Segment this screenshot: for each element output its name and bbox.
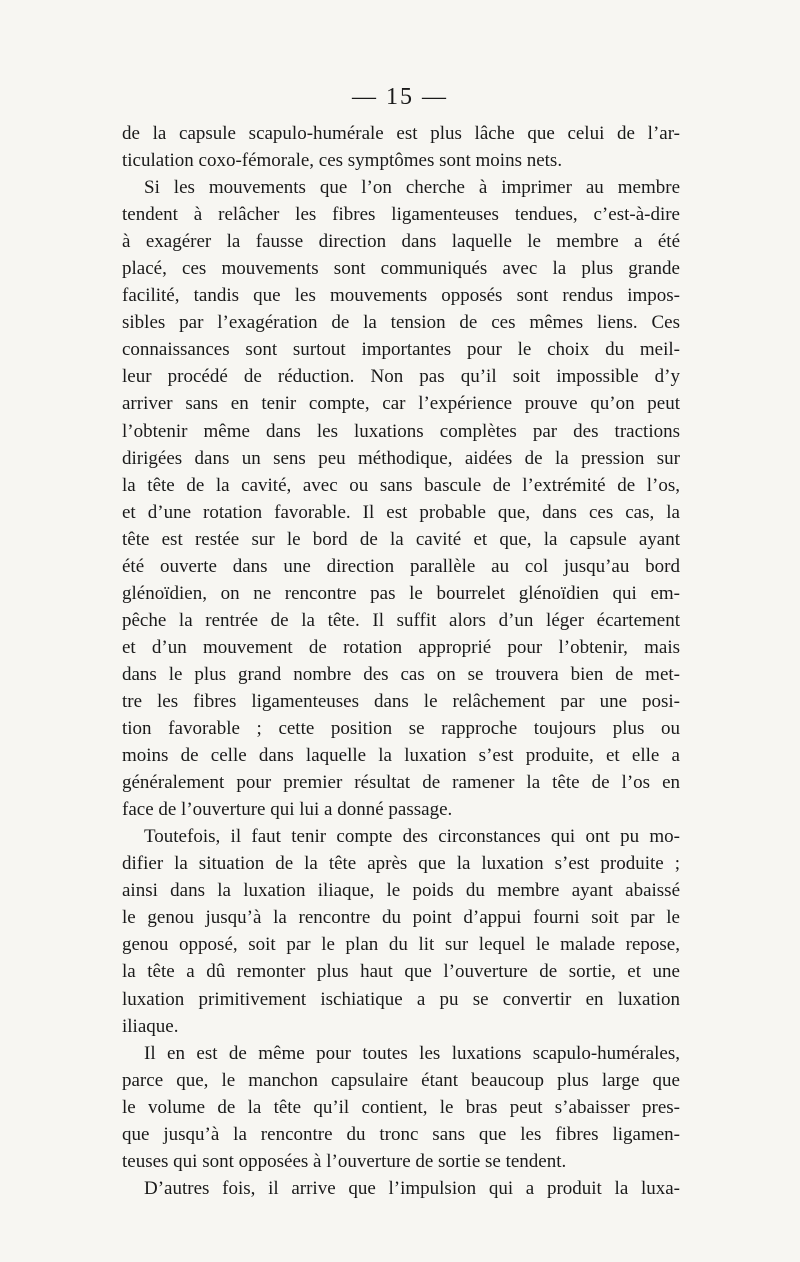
text-line: dans le plus grand nombre des cas on se trouvera bien de met- [122, 663, 680, 685]
text-line: difier la situation de la tête après que la luxation s’est produite ; [122, 853, 680, 875]
text-line: et d’un mouvement de rotation approprié pour l’obtenir, mais [122, 636, 680, 658]
text-line: sibles par l’exagération de la tension de ces mêmes liens. Ces [122, 312, 680, 334]
text-line: Il en est de même pour toutes les luxations scapulo-humérales, [144, 1042, 680, 1064]
text-line: arriver sans en tenir compte, car l’expérience prouve qu’on peut [122, 393, 680, 415]
text-line: l’obtenir même dans les luxations complètes par des tractions [122, 420, 680, 442]
body-text [122, 120, 680, 1202]
text-line: tête est restée sur le bord de la cavité et que, la capsule ayant [122, 528, 680, 550]
text-line: tendent à relâcher les fibres ligamenteuses tendues, c’est-à-dire [122, 204, 680, 226]
text-line: tion favorable ; cette position se rapproche toujours plus ou [122, 718, 680, 740]
text-line: le genou jusqu’à la rencontre du point d’appui fourni soit par le [122, 907, 680, 929]
text-line: moins de celle dans laquelle la luxation s’est produite, et elle a [122, 745, 680, 767]
text-line: été ouverte dans une direction parallèle au col jusqu’au bord [122, 555, 680, 577]
text-line: ainsi dans la luxation iliaque, le poids du membre ayant abaissé [122, 880, 680, 902]
page-number-header: — 15 — [352, 84, 448, 110]
text-line: à exagérer la fausse direction dans laquelle le membre a été [122, 231, 680, 253]
text-line: luxation primitivement ischiatique a pu se convertir en luxation [122, 988, 680, 1010]
text-line: genou opposé, soit par le plan du lit sur lequel le malade repose, [122, 934, 680, 956]
text-line: tre les fibres ligamenteuses dans le relâchement par une posi- [122, 690, 680, 712]
text-line: glénoïdien, on ne rencontre pas le bourrelet glénoïdien qui em- [122, 582, 680, 604]
text-line: Toutefois, il faut tenir compte des circonstances qui ont pu mo- [144, 826, 680, 848]
text-line: généralement pour premier résultat de ramener la tête de l’os en [122, 772, 680, 794]
text-line: dirigées dans un sens peu méthodique, aidées de la pression sur [122, 447, 680, 469]
text-line: facilité, tandis que les mouvements opposés sont rendus impos- [122, 285, 680, 307]
text-line: Si les mouvements que l’on cherche à imprimer au membre [144, 177, 680, 199]
text-line: ticulation coxo-fémorale, ces symptômes sont moins nets. [122, 150, 563, 172]
text-line: la tête de la cavité, avec ou sans bascule de l’extrémité de l’os, [122, 474, 680, 496]
text-line: placé, ces mouvements sont communiqués avec la plus grande [122, 258, 680, 280]
text-line: face de l’ouverture qui lui a donné passage. [122, 799, 453, 821]
text-line: parce que, le manchon capsulaire étant beaucoup plus large que [122, 1069, 680, 1091]
text-line: que jusqu’à la rencontre du tronc sans que les fibres ligamen- [122, 1123, 680, 1145]
text-line: de la capsule scapulo-humérale est plus lâche que celui de l’ar- [122, 123, 680, 144]
text-line: pêche la rentrée de la tête. Il suffit alors d’un léger écartement [122, 609, 680, 631]
text-line: leur procédé de réduction. Non pas qu’il soit impossible d’y [122, 366, 680, 388]
text-line: et d’une rotation favorable. Il est probable que, dans ces cas, la [122, 501, 680, 523]
text-line: connaissances sont surtout importantes pour le choix du meil- [122, 339, 680, 361]
text-line: le volume de la tête qu’il contient, le bras peut s’abaisser pres- [122, 1096, 680, 1118]
text-line: la tête a dû remonter plus haut que l’ouverture de sortie, et une [122, 961, 680, 983]
text-line: D’autres fois, il arrive que l’impulsion qui a produit la luxa- [144, 1177, 680, 1199]
text-line: iliaque. [122, 1015, 179, 1037]
text-line: teuses qui sont opposées à l’ouverture de sortie se tendent. [122, 1150, 567, 1172]
